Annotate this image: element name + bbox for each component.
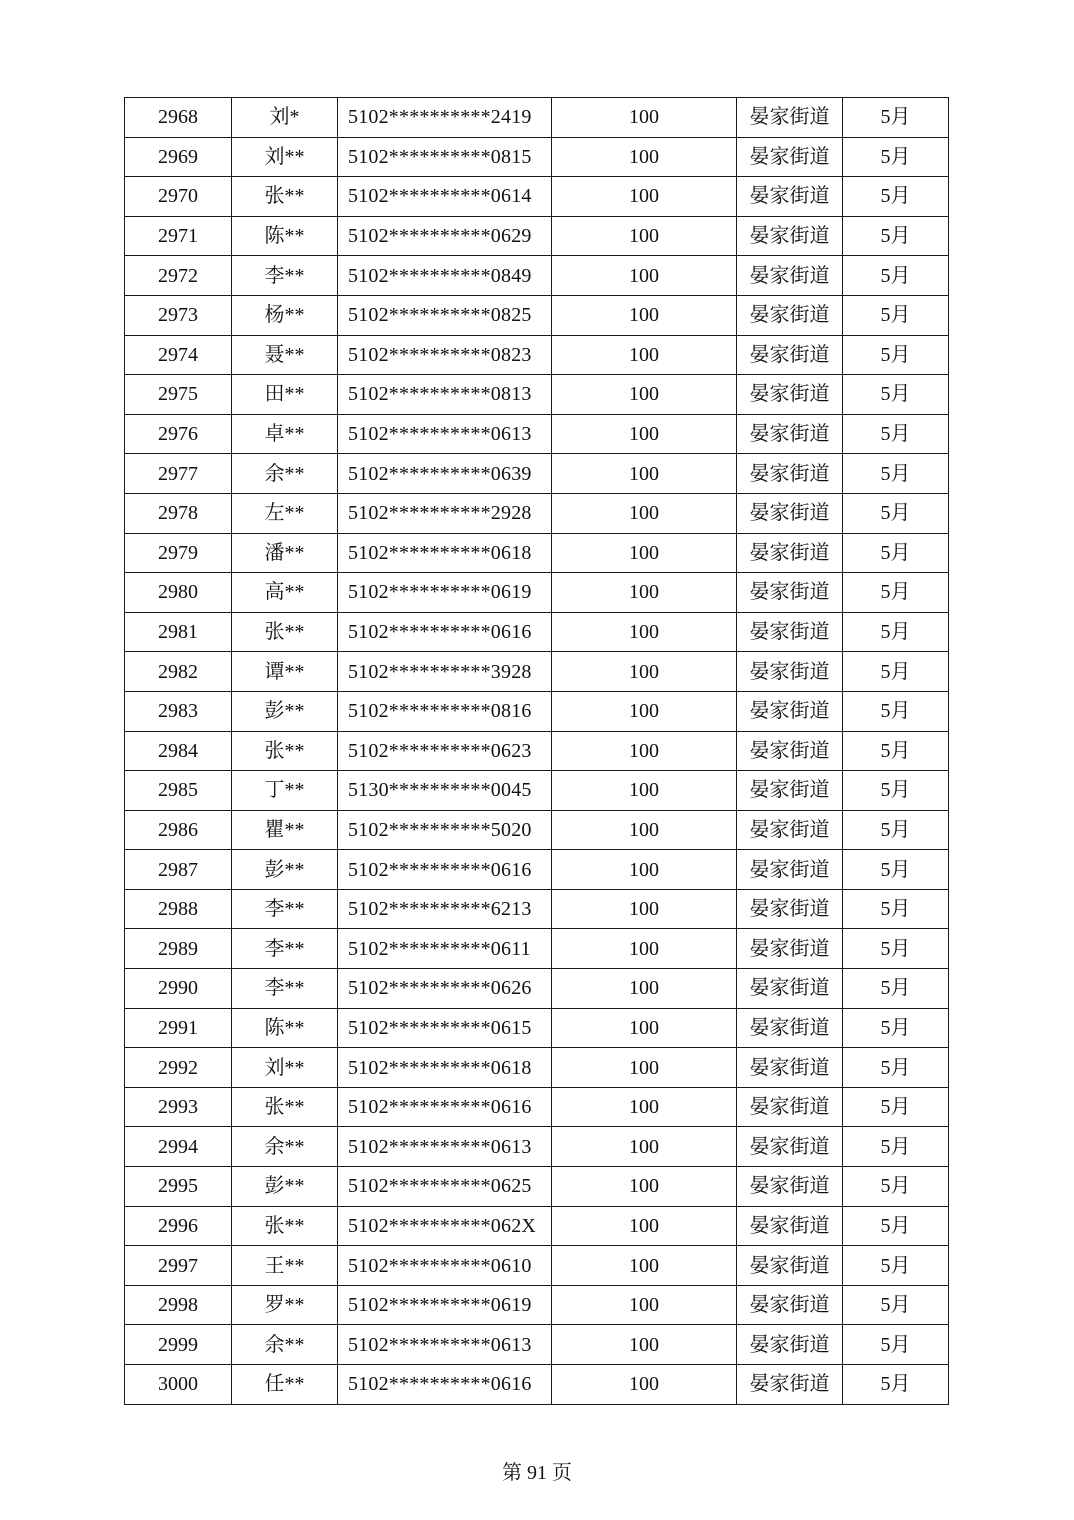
table-row [125, 98, 949, 138]
cell-street: 晏家街道 [737, 1246, 843, 1286]
cell-street: 晏家街道 [737, 691, 843, 731]
cell-amount: 100 [552, 1167, 737, 1207]
cell-month: 5月 [843, 1325, 949, 1365]
cell-name: 陈** [232, 1008, 338, 1048]
cell-amount: 100 [552, 1008, 737, 1048]
cell-id-number: 5102**********0815 [338, 137, 552, 177]
table-row [125, 533, 949, 573]
cell-street: 晏家街道 [737, 414, 843, 454]
cell-street: 晏家街道 [737, 295, 843, 335]
cell-name: 陈** [232, 216, 338, 256]
cell-serial-no: 2971 [125, 216, 232, 256]
cell-amount: 100 [552, 652, 737, 692]
cell-name: 刘** [232, 1048, 338, 1088]
cell-month: 5月 [843, 1087, 949, 1127]
cell-amount: 100 [552, 375, 737, 415]
table-row [125, 177, 949, 217]
cell-id-number: 5102**********0613 [338, 1325, 552, 1365]
cell-street: 晏家街道 [737, 1008, 843, 1048]
cell-amount: 100 [552, 731, 737, 771]
cell-street: 晏家街道 [737, 573, 843, 613]
cell-amount: 100 [552, 137, 737, 177]
table-row [125, 216, 949, 256]
cell-amount: 100 [552, 1365, 737, 1405]
cell-id-number: 5102**********6213 [338, 889, 552, 929]
cell-month: 5月 [843, 454, 949, 494]
cell-name: 罗** [232, 1285, 338, 1325]
table-row [125, 1127, 949, 1167]
cell-id-number: 5102**********0623 [338, 731, 552, 771]
cell-amount: 100 [552, 1325, 737, 1365]
cell-month: 5月 [843, 98, 949, 138]
cell-id-number: 5102**********0616 [338, 1365, 552, 1405]
cell-id-number: 5102**********3928 [338, 652, 552, 692]
cell-serial-no: 2984 [125, 731, 232, 771]
cell-serial-no: 2997 [125, 1246, 232, 1286]
cell-serial-no: 2968 [125, 98, 232, 138]
cell-amount: 100 [552, 414, 737, 454]
cell-serial-no: 2981 [125, 612, 232, 652]
cell-serial-no: 2980 [125, 573, 232, 613]
cell-name: 潘** [232, 533, 338, 573]
cell-month: 5月 [843, 216, 949, 256]
cell-month: 5月 [843, 256, 949, 296]
cell-month: 5月 [843, 1127, 949, 1167]
cell-id-number: 5102**********0629 [338, 216, 552, 256]
cell-street: 晏家街道 [737, 137, 843, 177]
cell-street: 晏家街道 [737, 1285, 843, 1325]
cell-month: 5月 [843, 771, 949, 811]
cell-serial-no: 2975 [125, 375, 232, 415]
cell-name: 李** [232, 889, 338, 929]
table-row [125, 573, 949, 613]
cell-name: 张** [232, 177, 338, 217]
table-row [125, 731, 949, 771]
table-row [125, 1285, 949, 1325]
cell-month: 5月 [843, 731, 949, 771]
cell-id-number: 5102**********0625 [338, 1167, 552, 1207]
cell-id-number: 5102**********0616 [338, 1087, 552, 1127]
cell-month: 5月 [843, 295, 949, 335]
cell-amount: 100 [552, 335, 737, 375]
cell-name: 李** [232, 929, 338, 969]
cell-id-number: 5102**********0849 [338, 256, 552, 296]
cell-amount: 100 [552, 771, 737, 811]
cell-month: 5月 [843, 850, 949, 890]
cell-name: 丁** [232, 771, 338, 811]
cell-serial-no: 2990 [125, 969, 232, 1009]
cell-month: 5月 [843, 1008, 949, 1048]
cell-id-number: 5102**********0613 [338, 1127, 552, 1167]
cell-id-number: 5102**********0615 [338, 1008, 552, 1048]
cell-name: 左** [232, 493, 338, 533]
cell-street: 晏家街道 [737, 454, 843, 494]
cell-amount: 100 [552, 216, 737, 256]
cell-month: 5月 [843, 1246, 949, 1286]
cell-serial-no: 2993 [125, 1087, 232, 1127]
cell-street: 晏家街道 [737, 533, 843, 573]
cell-name: 余** [232, 1127, 338, 1167]
table-row [125, 137, 949, 177]
cell-street: 晏家街道 [737, 493, 843, 533]
cell-month: 5月 [843, 929, 949, 969]
cell-street: 晏家街道 [737, 375, 843, 415]
cell-amount: 100 [552, 1127, 737, 1167]
cell-month: 5月 [843, 414, 949, 454]
cell-street: 晏家街道 [737, 256, 843, 296]
cell-id-number: 5102**********0614 [338, 177, 552, 217]
cell-name: 余** [232, 1325, 338, 1365]
cell-amount: 100 [552, 850, 737, 890]
cell-amount: 100 [552, 929, 737, 969]
cell-name: 张** [232, 731, 338, 771]
cell-amount: 100 [552, 573, 737, 613]
cell-serial-no: 2974 [125, 335, 232, 375]
cell-month: 5月 [843, 889, 949, 929]
cell-amount: 100 [552, 295, 737, 335]
table-row [125, 1206, 949, 1246]
table-row [125, 256, 949, 296]
cell-street: 晏家街道 [737, 1048, 843, 1088]
table-row [125, 691, 949, 731]
cell-serial-no: 3000 [125, 1365, 232, 1405]
cell-id-number: 5102**********0610 [338, 1246, 552, 1286]
cell-month: 5月 [843, 375, 949, 415]
cell-month: 5月 [843, 177, 949, 217]
cell-amount: 100 [552, 1087, 737, 1127]
cell-amount: 100 [552, 493, 737, 533]
cell-name: 杨** [232, 295, 338, 335]
cell-name: 彭** [232, 691, 338, 731]
cell-id-number: 5130**********0045 [338, 771, 552, 811]
cell-street: 晏家街道 [737, 850, 843, 890]
cell-street: 晏家街道 [737, 731, 843, 771]
cell-name: 张** [232, 612, 338, 652]
cell-serial-no: 2986 [125, 810, 232, 850]
cell-serial-no: 2994 [125, 1127, 232, 1167]
cell-id-number: 5102**********0616 [338, 612, 552, 652]
table-row [125, 652, 949, 692]
cell-serial-no: 2977 [125, 454, 232, 494]
page-number: 第 91 页 [502, 1462, 572, 1484]
cell-month: 5月 [843, 137, 949, 177]
cell-serial-no: 2973 [125, 295, 232, 335]
cell-serial-no: 2995 [125, 1167, 232, 1207]
cell-street: 晏家街道 [737, 612, 843, 652]
table-row [125, 1167, 949, 1207]
cell-name: 谭** [232, 652, 338, 692]
cell-street: 晏家街道 [737, 98, 843, 138]
table-row [125, 335, 949, 375]
cell-month: 5月 [843, 1167, 949, 1207]
cell-street: 晏家街道 [737, 1325, 843, 1365]
cell-serial-no: 2983 [125, 691, 232, 731]
cell-name: 彭** [232, 1167, 338, 1207]
cell-street: 晏家街道 [737, 1087, 843, 1127]
table-row [125, 612, 949, 652]
cell-name: 聂** [232, 335, 338, 375]
table-row [125, 771, 949, 811]
cell-amount: 100 [552, 533, 737, 573]
cell-month: 5月 [843, 335, 949, 375]
cell-serial-no: 2987 [125, 850, 232, 890]
table-row [125, 375, 949, 415]
table-row [125, 810, 949, 850]
cell-name: 任** [232, 1365, 338, 1405]
cell-serial-no: 2999 [125, 1325, 232, 1365]
cell-month: 5月 [843, 652, 949, 692]
cell-month: 5月 [843, 1285, 949, 1325]
cell-serial-no: 2989 [125, 929, 232, 969]
cell-amount: 100 [552, 612, 737, 652]
table-row [125, 969, 949, 1009]
cell-month: 5月 [843, 493, 949, 533]
cell-amount: 100 [552, 1246, 737, 1286]
cell-name: 李** [232, 969, 338, 1009]
cell-street: 晏家街道 [737, 810, 843, 850]
cell-id-number: 5102**********0618 [338, 533, 552, 573]
cell-amount: 100 [552, 454, 737, 494]
cell-month: 5月 [843, 1048, 949, 1088]
cell-amount: 100 [552, 810, 737, 850]
table-row [125, 414, 949, 454]
cell-amount: 100 [552, 691, 737, 731]
cell-serial-no: 2991 [125, 1008, 232, 1048]
cell-street: 晏家街道 [737, 652, 843, 692]
cell-amount: 100 [552, 177, 737, 217]
cell-name: 瞿** [232, 810, 338, 850]
cell-serial-no: 2969 [125, 137, 232, 177]
cell-serial-no: 2978 [125, 493, 232, 533]
cell-id-number: 5102**********0825 [338, 295, 552, 335]
table-row [125, 850, 949, 890]
cell-amount: 100 [552, 256, 737, 296]
cell-street: 晏家街道 [737, 335, 843, 375]
cell-id-number: 5102**********0619 [338, 1285, 552, 1325]
table-row [125, 1008, 949, 1048]
cell-serial-no: 2976 [125, 414, 232, 454]
cell-street: 晏家街道 [737, 177, 843, 217]
table-row [125, 1048, 949, 1088]
cell-id-number: 5102**********2419 [338, 98, 552, 138]
cell-name: 张** [232, 1206, 338, 1246]
cell-street: 晏家街道 [737, 889, 843, 929]
cell-amount: 100 [552, 98, 737, 138]
cell-amount: 100 [552, 1206, 737, 1246]
cell-street: 晏家街道 [737, 929, 843, 969]
cell-id-number: 5102**********0639 [338, 454, 552, 494]
cell-month: 5月 [843, 612, 949, 652]
cell-name: 王** [232, 1246, 338, 1286]
table-row [125, 1087, 949, 1127]
table-row [125, 1365, 949, 1405]
cell-id-number: 5102**********0823 [338, 335, 552, 375]
table-row [125, 1325, 949, 1365]
table-row [125, 929, 949, 969]
cell-street: 晏家街道 [737, 969, 843, 1009]
cell-serial-no: 2998 [125, 1285, 232, 1325]
cell-month: 5月 [843, 810, 949, 850]
cell-amount: 100 [552, 1048, 737, 1088]
cell-amount: 100 [552, 969, 737, 1009]
cell-id-number: 5102**********0813 [338, 375, 552, 415]
cell-amount: 100 [552, 1285, 737, 1325]
cell-name: 刘** [232, 137, 338, 177]
table-row [125, 295, 949, 335]
table-row [125, 454, 949, 494]
cell-street: 晏家街道 [737, 1167, 843, 1207]
cell-id-number: 5102**********0816 [338, 691, 552, 731]
beneficiary-table [124, 97, 949, 1405]
cell-id-number: 5102**********2928 [338, 493, 552, 533]
cell-street: 晏家街道 [737, 1206, 843, 1246]
cell-serial-no: 2982 [125, 652, 232, 692]
cell-name: 卓** [232, 414, 338, 454]
cell-name: 田** [232, 375, 338, 415]
cell-street: 晏家街道 [737, 1365, 843, 1405]
cell-name: 刘* [232, 98, 338, 138]
cell-month: 5月 [843, 533, 949, 573]
cell-street: 晏家街道 [737, 216, 843, 256]
cell-month: 5月 [843, 573, 949, 613]
cell-month: 5月 [843, 1365, 949, 1405]
cell-name: 张** [232, 1087, 338, 1127]
cell-month: 5月 [843, 1206, 949, 1246]
cell-amount: 100 [552, 889, 737, 929]
cell-serial-no: 2979 [125, 533, 232, 573]
cell-serial-no: 2996 [125, 1206, 232, 1246]
cell-street: 晏家街道 [737, 1127, 843, 1167]
cell-id-number: 5102**********0626 [338, 969, 552, 1009]
cell-name: 高** [232, 573, 338, 613]
cell-serial-no: 2970 [125, 177, 232, 217]
cell-serial-no: 2972 [125, 256, 232, 296]
cell-id-number: 5102**********0619 [338, 573, 552, 613]
cell-id-number: 5102**********062X [338, 1206, 552, 1246]
cell-name: 彭** [232, 850, 338, 890]
cell-id-number: 5102**********0611 [338, 929, 552, 969]
cell-id-number: 5102**********0616 [338, 850, 552, 890]
cell-id-number: 5102**********0613 [338, 414, 552, 454]
table-row [125, 493, 949, 533]
cell-id-number: 5102**********5020 [338, 810, 552, 850]
cell-name: 余** [232, 454, 338, 494]
cell-serial-no: 2988 [125, 889, 232, 929]
cell-serial-no: 2985 [125, 771, 232, 811]
table-row [125, 1246, 949, 1286]
table-row [125, 889, 949, 929]
cell-month: 5月 [843, 691, 949, 731]
cell-name: 李** [232, 256, 338, 296]
cell-serial-no: 2992 [125, 1048, 232, 1088]
table-body [125, 98, 949, 1405]
cell-id-number: 5102**********0618 [338, 1048, 552, 1088]
cell-street: 晏家街道 [737, 771, 843, 811]
cell-month: 5月 [843, 969, 949, 1009]
